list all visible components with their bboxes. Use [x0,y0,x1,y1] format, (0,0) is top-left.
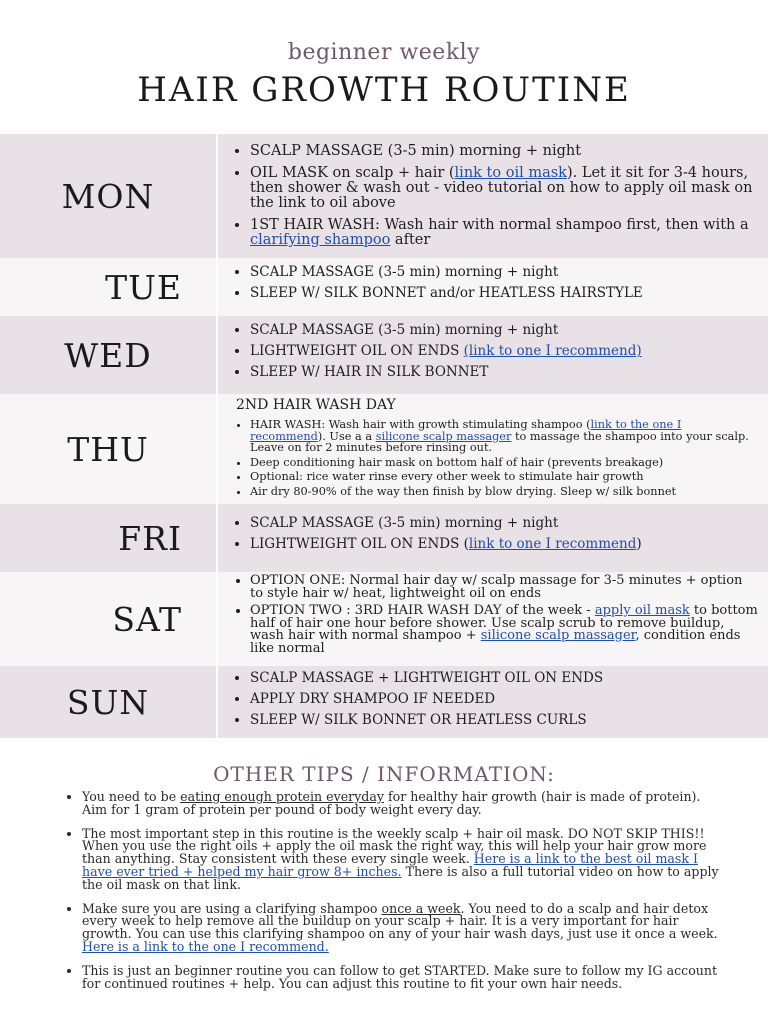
routine-table [0,134,768,738]
row-monday [0,134,768,258]
row-thursday [0,394,768,504]
list-item: • OPTION TWO : 3RD HAIR WASH DAY of the week - apply oil mask to bottom half of hair one hour before shower. Use scalp scrub to remove buildup, wash hair with normal shampoo + silicone scalp massager, condition ends like normal [250,605,758,655]
day-label-friday: FRI [118,518,182,558]
list-item: • SCALP MASSAGE (3-5 min) morning + night [250,323,758,337]
wednesday-tasks [230,316,758,401]
day-label-saturday: SAT [112,599,182,639]
list-item: • SCALP MASSAGE (3-5 min) morning + night [250,265,758,279]
lightweight-oil-link[interactable]: (link to one I recommend) [463,343,642,359]
list-item: • SLEEP W/ HAIR IN SILK BONNET [250,365,758,379]
day-label-tuesday: TUE [105,267,182,307]
column-divider [216,572,218,666]
list-item: • SCALP MASSAGE + LIGHTWEIGHT OIL ON ENDS [250,671,758,685]
list-item: • OPTION ONE: Normal hair day w/ scalp massage for 3-5 minutes + option to style hair w/ heat, lightweight oil on ends [250,575,758,600]
sunday-tasks [230,666,758,743]
column-divider [216,316,218,394]
thursday-tasks [230,394,758,505]
oil-mask-link[interactable]: link to oil mask [454,165,567,181]
column-divider [216,504,218,572]
scalp-massager-link[interactable]: silicone scalp massager [375,429,512,443]
list-item: • SCALP MASSAGE (3-5 min) morning + night [250,144,758,159]
row-tuesday [0,258,768,316]
list-item: • Air dry 80-90% of the way then finish by blow drying. Sleep w/ silk bonnet [250,486,758,498]
tip-item: • This is just an beginner routine you can follow to get STARTED. Make sure to follow my IG account for continued routines + help. You can adjust this routine to fit your own hair needs. [82,965,726,991]
page-title: HAIR GROWTH ROUTINE [137,70,631,110]
monday-tasks [230,134,758,268]
list-item: • SCALP MASSAGE (3-5 min) morning + night [250,516,758,530]
day-label-sunday: SUN [66,682,150,722]
row-friday [0,504,768,572]
row-saturday [0,572,768,666]
clarifying-shampoo-link[interactable]: clarifying shampoo [250,232,391,248]
list-item: • SLEEP W/ SILK BONNET OR HEATLESS CURLS [250,713,758,727]
list-item: • Deep conditioning hair mask on bottom half of hair (prevents breakage) [250,457,758,469]
scalp-massager-link[interactable]: silicone scalp massager [480,628,636,643]
list-item: • 1ST HAIR WASH: Wash hair with normal shampoo first, then with a clarifying shampoo after [250,218,758,248]
row-sunday [0,666,768,738]
tip-item: • You need to be eating enough protein everyday for healthy hair growth (hair is made of protein). Aim for 1 gram of protein per pound of body weight every day. [82,791,726,817]
tips-section [62,791,726,990]
list-item: • SLEEP W/ SILK BONNET and/or HEATLESS HAIRSTYLE [250,286,758,300]
column-divider [216,134,218,258]
day-label-thursday: THU [67,429,149,469]
column-divider [216,666,218,738]
tuesday-tasks [230,258,758,323]
list-item: • APPLY DRY SHAMPOO IF NEEDED [250,692,758,706]
saturday-tasks [230,572,758,669]
growth-shampoo-link[interactable]: link to the one I recommend [250,418,682,443]
best-oil-mask-link[interactable]: Here is a link to the best oil mask I have ever tried + helped my hair grow 8+ inches. [82,851,698,879]
lightweight-oil-link[interactable]: link to one I recommend [468,536,637,552]
tip-item: • Make sure you are using a clarifying shampoo once a week. You need to do a scalp and hair detox every week to help remove all the buildup on your scalp + hair. It is a very important for hair growth. You can use this clarifying shampoo on any of your hair wash days, just use it once a week. Here is a link to the one I recommend. [82,903,726,954]
list-item: • HAIR WASH: Wash hair with growth stimulating shampoo (link to the one I recommend). Use a a silicone scalp massager to massage the shampoo into your scalp. Leave on for 2 minutes before rinsing out. [250,419,758,454]
apply-oil-mask-link[interactable]: apply oil mask [594,603,690,618]
row-wednesday [0,316,768,394]
day-label-monday: MON [61,176,155,216]
column-divider [216,394,218,504]
list-item: • LIGHTWEIGHT OIL ON ENDS (link to one I recommend) [250,537,758,551]
list-item: • LIGHTWEIGHT OIL ON ENDS (link to one I recommend) [250,344,758,358]
wash-day-heading: 2ND HAIR WASH DAY [236,397,396,413]
page-subtitle: beginner weekly [287,40,481,65]
tips-heading: OTHER TIPS / INFORMATION: [213,762,555,786]
list-item: • Optional: rice water rinse every other week to stimulate hair growth [250,471,758,483]
clarifying-shampoo-link[interactable]: Here is a link to the one I recommend. [82,938,329,954]
column-divider [216,258,218,316]
list-item: • OIL MASK on scalp + hair (link to oil mask). Let it sit for 3-4 hours, then shower & wash out - video tutorial on how to apply oil mask on the link to oil above [250,166,758,211]
day-label-wednesday: WED [64,335,152,375]
tip-item: • The most important step in this routine is the weekly scalp + hair oil mask. DO NOT SKIP THIS!! When you use the right oils + apply the oil mask the right way, this will help your hair grow more than anything. Stay consistent with these every single week. Here is a link to the best oil mask I have ever tried + helped my hair grow 8+ inches. There is also a full tutorial video on how to apply the oil mask on that link. [82,828,726,892]
